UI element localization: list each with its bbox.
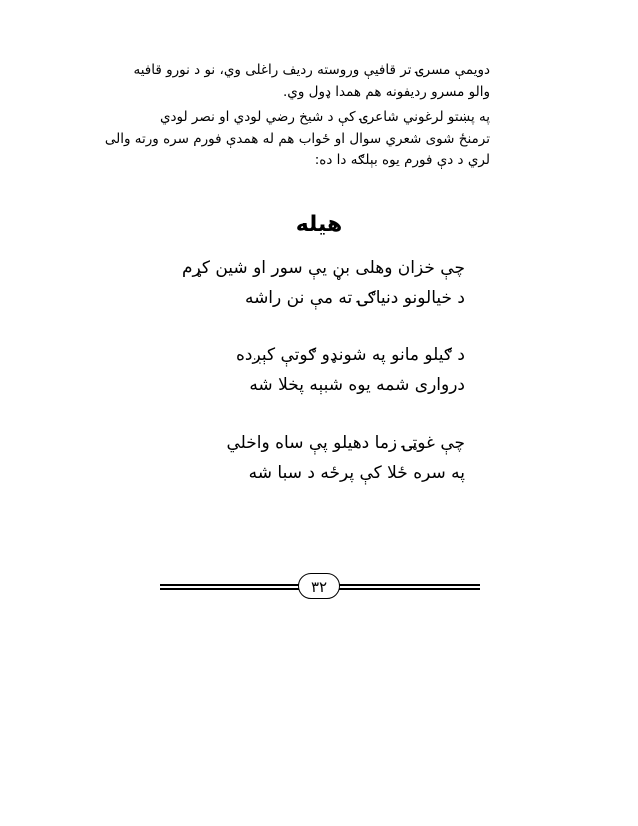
intro-line: په پښتو لرغوني شاعرۍ کې د شیخ رضي لودي او نصر لودي	[159, 109, 490, 125]
poem-line: درواری شمه یوه شبېه پخلا شه	[249, 375, 465, 395]
poem-line: د ګیلو مانو په شونډو ګوتې کېږده	[235, 345, 465, 365]
poem-line: په سره ځلا کې پرځه د سبا شه	[248, 463, 465, 483]
poem-stanza	[175, 428, 465, 488]
poem-stanza	[175, 340, 465, 400]
intro-line: لري د دې فورم یوه بېلګه دا ده:	[314, 152, 490, 168]
intro-line: ترمنځ شوی شعري سوال او ځواب هم له همدې فورم سره ورته والی	[104, 130, 490, 147]
intro-line: دویمې مسرۍ تر قافیې وروسته ردیف راغلی وي، نو د نورو قافیه	[133, 62, 490, 78]
poem-line: چې غوټۍ زما دهیلو پې ساه واخلي	[226, 433, 465, 453]
poem-line: د خیالونو دنیاګۍ ته مې نن راشه	[244, 288, 465, 308]
poem-stanza	[175, 253, 465, 313]
intro-paragraph	[104, 60, 490, 172]
poem-line: چې خزان وهلی بڼ یې سور او شین کړم	[181, 258, 465, 278]
page-number: ۳۲	[298, 573, 340, 599]
intro-line: والو مسرو ردیفونه هم همدا ډول وي.	[282, 83, 490, 100]
poem-title: هیله	[295, 212, 343, 237]
